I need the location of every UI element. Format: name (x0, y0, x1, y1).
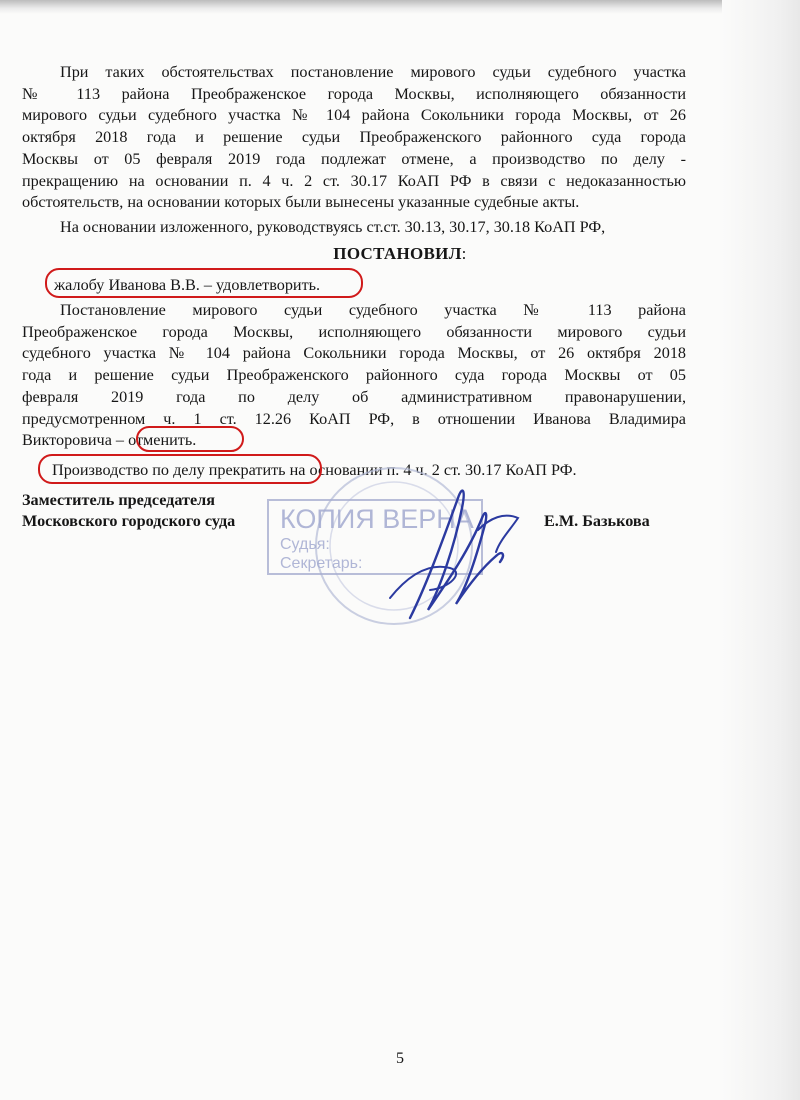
text-line: Постановление мирового судьи судебного участка № 113 района (60, 301, 686, 319)
text-line: обстоятельств, на основании которых были вынесены указанные судебные акты. (22, 193, 580, 212)
handwritten-signature (370, 478, 550, 628)
termination-highlight: Производство по делу прекратить (52, 461, 286, 479)
text-line: предусмотренном ч. 1 ст. 12.26 КоАП РФ, в отношении Иванова Владимира (22, 409, 686, 428)
text-line: мирового судьи судебного участка № 104 района Сокольники города Москвы, от 26 (22, 106, 686, 125)
scan-top-shadow (0, 0, 800, 14)
text-fragment: на основании п. 4 ч. 2 ст. 30.17 КоАП РФ. (285, 461, 577, 479)
highlight-oval (136, 426, 244, 452)
stamp-judge: Судья: (280, 536, 330, 553)
signer-title-line2: Московского городского суда (22, 512, 236, 530)
text-line (22, 430, 686, 452)
stamp-title: КОПИЯ ВЕРНА (280, 504, 474, 534)
heading-text: ПОСТАНОВИЛ (333, 244, 462, 263)
paragraph-circumstances (22, 62, 686, 214)
paragraph-legal-basis (22, 217, 686, 239)
scan-right-shadow (722, 0, 800, 1100)
text-line: На основании изложенного, руководствуясь ст.ст. 30.13, 30.17, 30.18 КоАП РФ, (60, 218, 606, 236)
text-line: судебного участка № 104 района Сокольники города Москвы, от 26 октября 2018 (22, 344, 686, 363)
highlight-oval (45, 268, 363, 298)
page-number: 5 (396, 1050, 404, 1067)
text-line: февраля 2019 года по делу об административном правонарушении, (22, 387, 686, 406)
stamp-secretary: Секретарь: (280, 555, 363, 572)
ruling-heading (0, 244, 800, 264)
text-line: октября 2018 года и решение судьи Преображенского районного суда города (22, 128, 686, 147)
text-line: года и решение судьи Преображенского районного суда города Москвы от 05 (22, 366, 686, 385)
text-line: Москвы от 05 февраля 2019 года подлежат отмене, а производство по делу - (22, 149, 686, 168)
text-line: № 113 района Преображенское города Москвы, исполняющего обязанности (22, 84, 686, 103)
paragraph-revocation (22, 300, 686, 452)
signer-title-line1: Заместитель председателя (22, 491, 216, 509)
text-fragment: Викторовича – (22, 431, 129, 450)
revocation-highlight: отменить. (128, 431, 197, 450)
text-line: прекращению на основании п. 4 ч. 2 ст. 30.17 КоАП РФ в связи с недоказанностью (22, 171, 686, 190)
signer-name: Е.М. Базькова (544, 512, 650, 530)
text-line: Преображенское города Москвы, исполняющего обязанности мирового судьи (22, 322, 686, 341)
text-line: При таких обстоятельствах постановление мирового судьи судебного участка (60, 63, 686, 81)
text-line: жалобу Иванова В.В. – удовлетворить. (54, 276, 321, 294)
heading-colon: : (461, 244, 467, 263)
